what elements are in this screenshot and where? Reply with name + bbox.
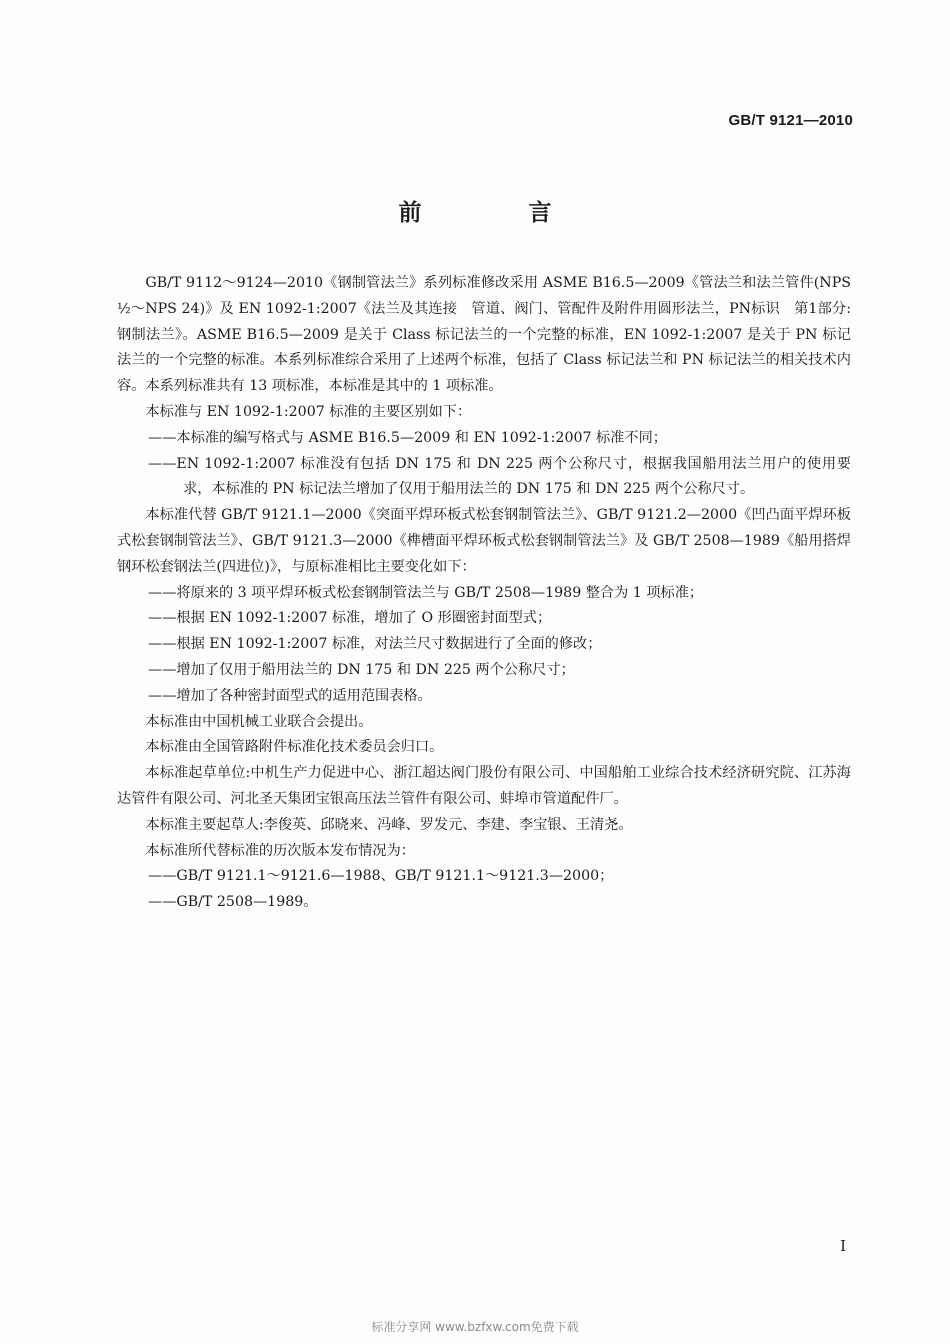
paragraph-drafting-units: 本标准起草单位:中机生产力促进中心、浙江超达阀门股份有限公司、中国船舶工业综合技术经济研究院、江苏海达管件有限公司、河北圣天集团宝银高压法兰管件有限公司、蚌埠市管道配件厂。 xyxy=(117,765,851,807)
paragraph-drafters: 本标准主要起草人:李俊英、邱晓来、冯峰、罗发元、李建、李宝银、王清尧。 xyxy=(145,816,633,833)
paragraph-proposer: 本标准由中国机械工业联合会提出。 xyxy=(145,713,373,730)
list-item: ——根据 EN 1092-1:2007 标准，增加了 O 形圈密封面型式； xyxy=(148,610,552,627)
list-item: ——EN 1092-1:2007 标准没有包括 DN 175 和 DN 225 两个公称尺寸，根据我国船用法兰用户的使用要求，本标准的 PN 标记法兰增加了仅用于船用法兰的 DN 175 和 DN 225 两个公称尺寸。 xyxy=(148,455,851,498)
list-item: ——增加了各种密封面型式的适用范围表格。 xyxy=(148,687,432,704)
list-item: ——增加了仅用于船用法兰的 DN 175 和 DN 225 两个公称尺寸； xyxy=(148,661,575,678)
list-item: ——GB/T 2508—1989。 xyxy=(148,894,318,911)
page-title: 前 言 xyxy=(398,200,594,226)
list-item: ——GB/T 9121.1～9121.6—1988、GB/T 9121.1～9121.3—2000； xyxy=(148,868,614,885)
list-item: ——本标准的编写格式与 ASME B16.5—2009 和 EN 1092-1:2007 标准不同； xyxy=(148,429,667,446)
watermark-footer: 标准分享网 www.bzfxw.com免费下载 xyxy=(371,1320,579,1334)
paragraph-history: 本标准所代替标准的历次版本发布情况为： xyxy=(145,842,415,859)
page-number: I xyxy=(840,1237,846,1255)
list-item: ——根据 EN 1092-1:2007 标准，对法兰尺寸数据进行了全面的修改； xyxy=(148,636,602,653)
list-item: ——将原来的 3 项平焊环板式松套钢制管法兰与 GB/T 2508—1989 整合为 1 项标准； xyxy=(148,584,704,601)
paragraph-differences: 本标准与 EN 1092-1:2007 标准的主要区别如下： xyxy=(145,403,472,420)
paragraph-intro: GB/T 9112～9124—2010《钢制管法兰》系列标准修改采用 ASME B16.5—2009《管法兰和法兰管件(NPS ½～NPS 24)》及 EN 1092-1:2007《法兰及其连接 管道、阀门、管配件及附件用圆形法兰，PN标识 第1部分:钢制法兰》。ASME B16.5—2009 是关于 Class 标记法兰的一个完整的标准，EN 1092-1:2007 是关于 PN 标记法兰的一个完整的标准。本系列标准综合采用了上述两个标准，包括了 Class 标记法兰和 PN 标记法兰的相关技术内容。本系列标准共有 13 项标准，本标准是其中的 1 项标准。 xyxy=(117,275,851,395)
paragraph-committee: 本标准由全国管路附件标准化技术委员会归口。 xyxy=(145,739,444,756)
standard-code: GB/T 9121—2010 xyxy=(728,112,853,129)
paragraph-replaces: 本标准代替 GB/T 9121.1—2000《突面平焊环板式松套钢制管法兰》、GB/T 9121.2—2000《凹凸面平焊环板式松套钢制管法兰》、GB/T 9121.3—2000《榫槽面平焊环板式松套钢制管法兰》及 GB/T 2508—1989《船用搭焊钢环松套钢法兰(四进位)》，与原标准相比主要变化如下： xyxy=(117,507,851,575)
document-body xyxy=(117,271,851,916)
